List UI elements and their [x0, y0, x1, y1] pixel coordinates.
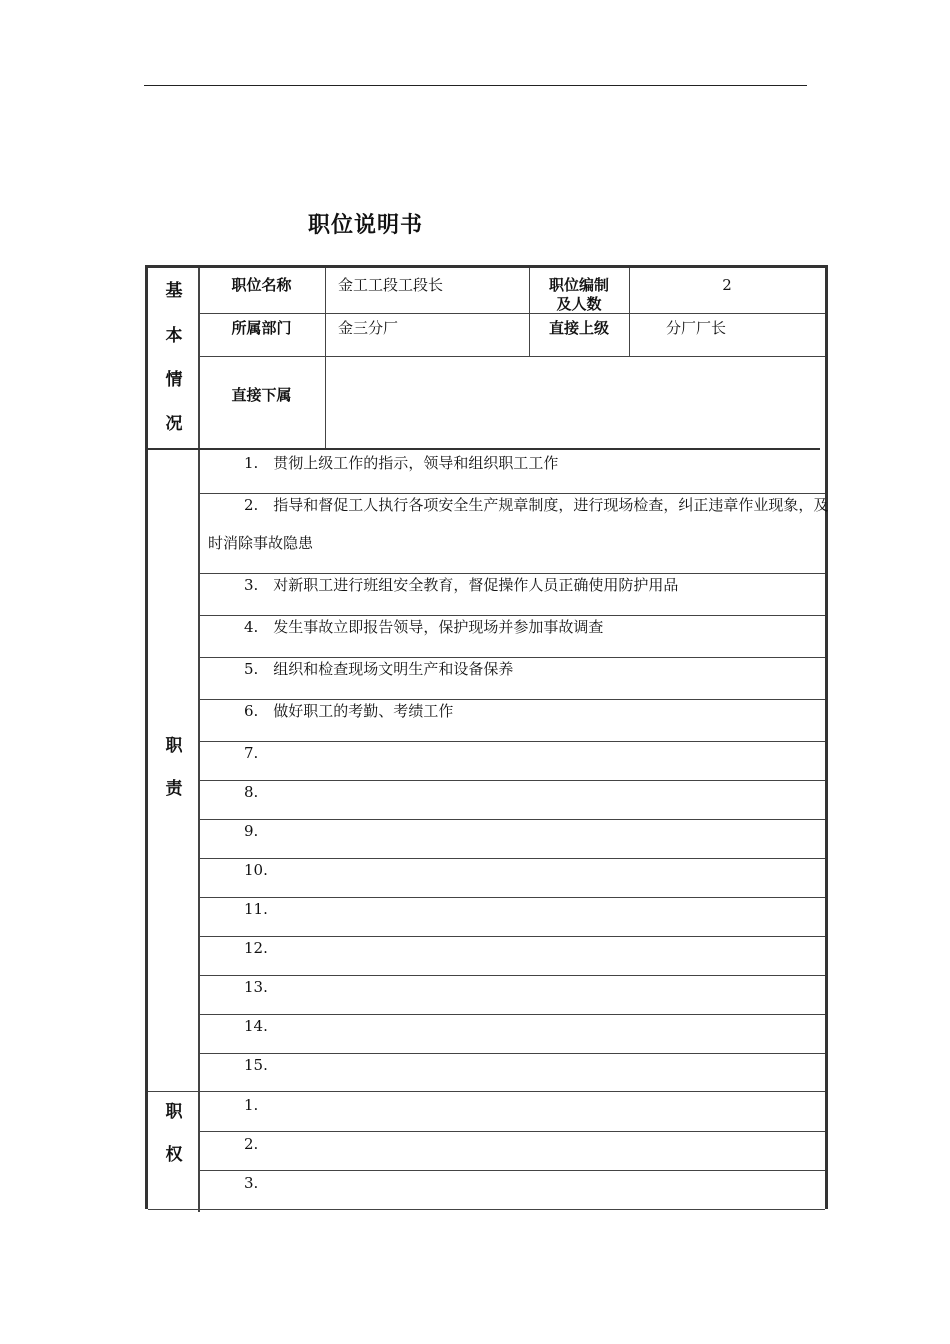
- section-label-char: 情: [165, 370, 183, 390]
- table-bottom-rule: [148, 1209, 825, 1210]
- department-value: 金三分厂: [338, 319, 399, 337]
- headcount-label-line1: 职位编制: [548, 276, 609, 294]
- authority-item: 1.: [244, 1096, 259, 1114]
- duty-item: 3. 对新职工进行班组安全教育，督促操作人员正确使用防护用品: [244, 576, 679, 594]
- headcount-label-line2: 及人数: [556, 295, 602, 313]
- duty-item: 13.: [244, 978, 268, 996]
- row-divider: [198, 313, 825, 314]
- header-rule: [144, 85, 807, 86]
- superior-label: 直接上级: [548, 319, 609, 337]
- duty-item: 11.: [244, 900, 268, 918]
- superior-value: 分厂厂长: [666, 319, 727, 337]
- duty-item: 15.: [244, 1056, 268, 1074]
- section-label-char: 况: [165, 414, 183, 434]
- section-label-char: 责: [165, 779, 183, 799]
- section-label-char: 职: [165, 736, 183, 756]
- duty-item: 10.: [244, 861, 268, 879]
- duty-item: 8.: [244, 783, 259, 801]
- section-divider: [198, 450, 200, 1091]
- duty-item: 9.: [244, 822, 259, 840]
- duty-item: 2. 指导和督促工人执行各项安全生产规章制度，进行现场检查，纠正违章作业现象，及时消除事故隐患: [208, 496, 829, 552]
- duty-item: 14.: [244, 1017, 268, 1035]
- job-description-form: [145, 265, 828, 1209]
- document-title: 职位说明书: [308, 213, 424, 238]
- subordinate-label: 直接下属: [231, 386, 292, 404]
- row-divider: [198, 356, 825, 357]
- section-divider: [198, 268, 200, 448]
- duty-item: 7.: [244, 744, 259, 762]
- section-label-char: 权: [165, 1145, 183, 1165]
- section-label-char: 职: [165, 1102, 183, 1122]
- duty-item: 1. 贯彻上级工作的指示，领导和组织职工工作: [244, 454, 559, 472]
- department-label: 所属部门: [231, 319, 292, 337]
- section-label-char: 基: [165, 281, 183, 301]
- duty-item: 12.: [244, 939, 268, 957]
- duty-item: 5. 组织和检查现场文明生产和设备保养: [244, 660, 514, 678]
- duty-item: 4. 发生事故立即报告领导，保护现场并参加事故调查: [244, 618, 604, 636]
- position-name-value: 金工工段工段长: [338, 276, 444, 294]
- authority-item: 3.: [244, 1174, 259, 1192]
- duty-item: 6. 做好职工的考勤、考绩工作: [244, 702, 454, 720]
- section-label-char: 本: [165, 326, 183, 346]
- headcount-value: 2: [722, 276, 732, 294]
- authority-item: 2.: [244, 1135, 259, 1153]
- column-divider: [325, 268, 326, 448]
- section-divider: [198, 1092, 200, 1212]
- position-name-label: 职位名称: [231, 276, 292, 294]
